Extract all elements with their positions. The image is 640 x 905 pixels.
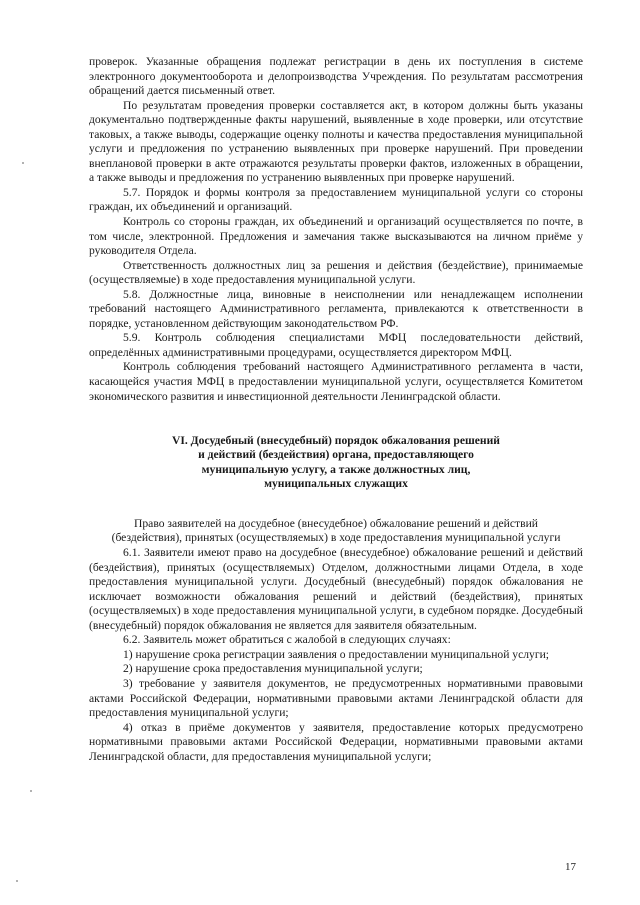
paragraph-bottom-3: 1) нарушение срока регистрации заявления о предоставлении муниципальной услуги; <box>123 647 550 661</box>
paragraph-top-2: По результатам проведения проверки составляется акт, в котором должны быть указаны документально подтвержденные факты нарушений, выявленные в ходе проверки, или отсутствие таковых, а также выводы, содержащие оценку полноты и качества предоставления муниципальной услуги и предложения по устранению выявленных при проверке нарушений. При проведении внеплановой проверки в акте отражаются результаты проверки фактов, изложенных в обращении, а также выводы и предложения по устранению выявленных при проверке нарушений. <box>89 98 583 185</box>
paragraph-bottom-6: 4) отказ в приёме документов у заявителя, предоставление которых предусмотрено нормативными правовыми актами Российской Федерации, нормативными правовыми актами Ленинградской области, для предоставления муниципальной услуги; <box>89 720 583 763</box>
paragraph-bottom-4: 2) нарушение срока предоставления муниципальной услуги; <box>123 662 423 676</box>
section-subheading: Право заявителей на досудебное (внесудебное) обжалование решений и действий (бездействия), принятых (осуществляемых) в ходе предоставления муниципальной услуги <box>111 516 561 545</box>
paragraph-bottom-1: 6.1. Заявители имеют право на досудебное (внесудебное) обжалование решений и действий (бездействия), принятых (осуществляемых) Отделом, должностными лицами Отдела, в ходе предоставления муниципальной услуги. Досудебный (внесудебный) порядок обжалования не исключает возможности обжалования решений и действий (бездействия), принятых (осуществляемых) в ходе предоставления муниципальной услуги, в судебном порядке. Досудебный (внесудебный) порядок обжалования не является для заявителя обязательным. <box>89 546 583 632</box>
page-number: 17 <box>565 861 576 873</box>
paragraph-bottom-5: 3) требование у заявителя документов, не предусмотренных нормативными правовыми актами Российской Федерации, нормативными правовыми актами Ленинградской области для предоставления муниципальной услуги; <box>89 676 583 720</box>
paragraph-bottom-2: 6.2. Заявитель может обратиться с жалобой в следующих случаях: <box>123 633 451 647</box>
paragraph-top-3: 5.7. Порядок и формы контроля за предоставлением муниципальной услуги со стороны граждан, их объединений и организаций. <box>89 185 583 214</box>
paragraph-top-8: Контроль соблюдения требований настоящего Административного регламента в части, касающейся участия МФЦ в предоставлении муниципальной услуги, осуществляется Комитетом экономического развития и инвестиционной деятельности Ленинградской области. <box>89 360 583 403</box>
scan-speck <box>22 162 24 164</box>
paragraph-top-6: 5.8. Должностные лица, виновные в неисполнении или ненадлежащем исполнении требований настоящего Административного регламента, привлекаются к ответственности в порядке, установленном действующим законодательством РФ. <box>89 287 583 330</box>
paragraph-top-5: Ответственность должностных лиц за решения и действия (бездействие), принимаемые (осуществляемые) в ходе предоставления муниципальной услуги. <box>89 258 583 287</box>
page-content <box>89 55 583 764</box>
section-title-line: муниципальную услугу, а также должностных лиц, <box>201 462 471 476</box>
paragraph-top-1: проверок. Указанные обращения подлежат регистрации в день их поступления в системе электронного документооборота и делопроизводства Учреждения. По результатам рассмотрения обращений дается письменный ответ. <box>89 55 583 98</box>
paragraph-top-7: 5.9. Контроль соблюдения специалистами МФЦ последовательности действий, определённых административными процедурами, осуществляется директором МФЦ. <box>89 331 583 359</box>
section-title-line: и действий (бездействия) органа, предоставляющего <box>198 448 474 462</box>
section-title-line: муниципальных служащих <box>264 476 408 490</box>
paragraph-top-4: Контроль со стороны граждан, их объединений и организаций осуществляется по почте, в том числе, электронной. Предложения и замечания также высказываются на личном приёме у руководителя Отдела. <box>89 215 583 258</box>
section-title-line: VI. Досудебный (внесудебный) порядок обжалования решений <box>172 434 500 448</box>
scan-speck <box>16 880 18 882</box>
section-title <box>89 434 583 491</box>
scan-speck <box>30 790 32 792</box>
